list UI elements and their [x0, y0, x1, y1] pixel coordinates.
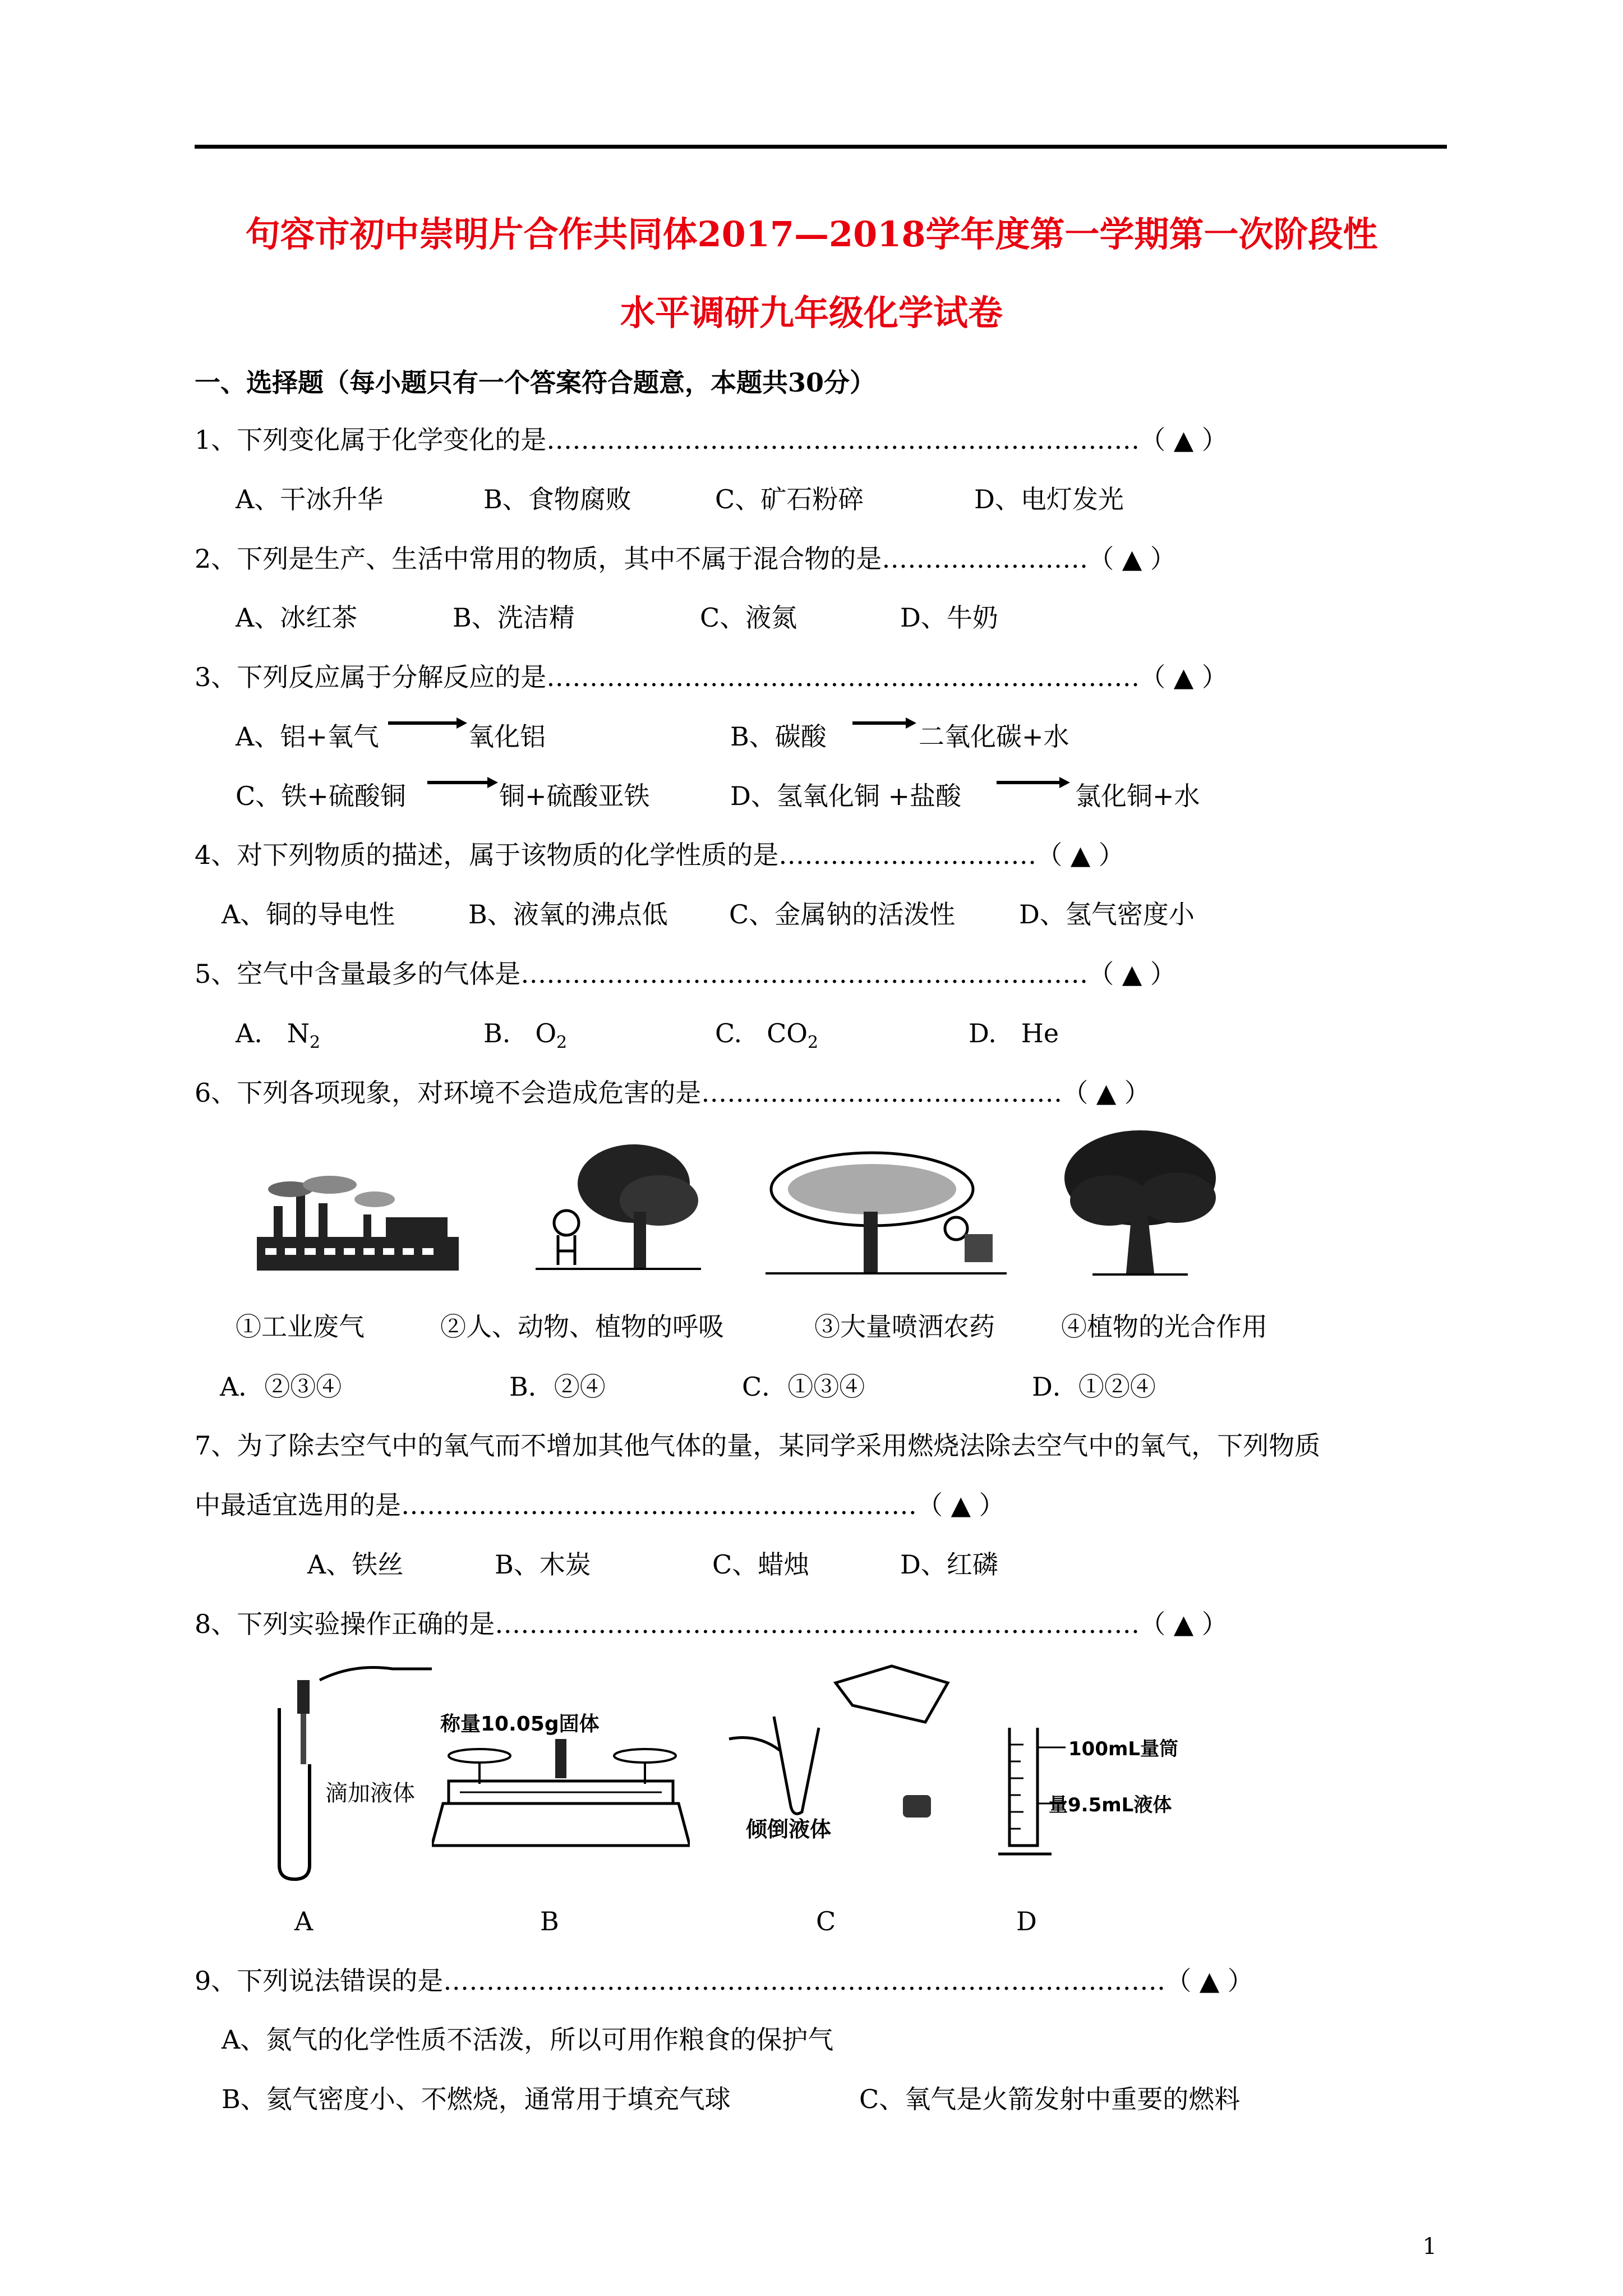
- q1-stem: 1、下列变化属于化学变化的是……………………………………………………………（ ▲ ）: [195, 425, 1228, 455]
- q8-option-c: C: [816, 1906, 836, 1936]
- q3-option-b-reactants: B、碳酸: [730, 721, 827, 752]
- q6-option-d: D．①②④: [1032, 1372, 1156, 1402]
- q7-option-d: D、红磷: [900, 1549, 998, 1580]
- q5-option-b-label: B.: [483, 1018, 511, 1048]
- q1-option-c: C、矿石粉碎: [715, 484, 864, 514]
- tree-photosynthesis-icon: [1059, 1128, 1221, 1279]
- q5-option-b-formula: O: [535, 1018, 557, 1048]
- q8-option-d: D: [1016, 1906, 1037, 1936]
- q4-stem: 4、对下列物质的描述，属于该物质的化学性质的是…………………………（ ▲ ）: [195, 840, 1124, 870]
- exam-title-line2: 水平调研九年级化学试卷: [620, 292, 1003, 333]
- q2-stem: 2、下列是生产、生活中常用的物质，其中不属于混合物的是……………………（ ▲ ）: [195, 544, 1176, 574]
- q1-option-b: B、食物腐败: [483, 484, 631, 514]
- q6-option-b: B．②④: [509, 1372, 606, 1402]
- q5-option-c-label: C.: [715, 1018, 743, 1048]
- figure-c-label: 倾倒液体: [746, 1817, 832, 1842]
- figure-b-label: 称量10.05g固体: [440, 1713, 600, 1736]
- q5-option-d-label: D.: [969, 1018, 997, 1048]
- q3-stem: 3、下列反应属于分解反应的是……………………………………………………………（ ▲ ）: [195, 662, 1228, 692]
- exam-title-line1: 句容市初中崇明片合作共同体2017—2018学年度第一学期第一次阶段性: [245, 214, 1378, 255]
- q6-caption-2: ②人、动物、植物的呼吸: [440, 1312, 724, 1342]
- q9-option-b: B、氦气密度小、不燃烧，通常用于填充气球: [222, 2084, 731, 2114]
- q3-option-b-product: 二氧化碳+水: [919, 721, 1069, 752]
- q3-option-a-product: 氧化铝: [468, 721, 546, 752]
- q6-stem: 6、下列各项现象，对环境不会造成危害的是……………………………………（ ▲ ）: [195, 1078, 1150, 1108]
- q5-option-a-formula: N: [287, 1018, 310, 1048]
- q5-option-a-subscript: 2: [309, 1033, 321, 1053]
- q4-option-c: C、金属钠的活泼性: [729, 899, 956, 930]
- q1-option-d: D、电灯发光: [974, 484, 1124, 514]
- q3-option-c-reactants: C、铁+硫酸铜: [236, 781, 406, 811]
- q5-option-c: [715, 1015, 818, 1061]
- reaction-arrow-icon: [387, 712, 468, 734]
- q6-caption-3: ③大量喷洒农药: [814, 1312, 995, 1342]
- figure-b-weighing-solid: [432, 1708, 690, 1860]
- header-rule: [195, 145, 1447, 149]
- page-number: 1: [1422, 2234, 1437, 2260]
- q2-option-b: B、洗洁精: [453, 602, 575, 633]
- q2-option-c: C、液氮: [700, 602, 797, 633]
- q5-option-b: [483, 1015, 567, 1061]
- q7-option-a: A、铁丝: [307, 1549, 404, 1580]
- q8-option-a: A: [294, 1906, 313, 1936]
- figure-a-dropping-liquid: [264, 1658, 454, 1882]
- q2-option-d: D、牛奶: [900, 602, 998, 633]
- figure-d-label-cylinder: 100mL量筒: [1068, 1738, 1179, 1760]
- q5-option-a: [236, 1015, 320, 1061]
- people-animals-plants-breathing-icon: [536, 1139, 701, 1276]
- pesticide-spraying-icon: [766, 1144, 1007, 1279]
- q2-option-a: A、冰红茶: [236, 602, 358, 633]
- q6-caption-1: ①工业废气: [236, 1312, 365, 1342]
- q9-stem: 9、下列说法错误的是…………………………………………………………………………（ ▲ ）: [195, 1966, 1253, 1996]
- q4-option-a: A、铜的导电性: [222, 899, 395, 930]
- q7-option-c: C、蜡烛: [712, 1549, 810, 1580]
- factory-icon: [251, 1172, 464, 1276]
- q8-stem: 8、下列实验操作正确的是…………………………………………………………………（ ▲ ）: [195, 1609, 1228, 1639]
- q4-option-d: D、氢气密度小: [1019, 899, 1195, 930]
- q6-caption-4: ④植物的光合作用: [1061, 1312, 1267, 1342]
- figure-c-pouring-liquid: [723, 1660, 959, 1851]
- figure-a-label: 滴加液体: [325, 1780, 415, 1806]
- q5-option-d-formula: He: [1021, 1018, 1059, 1048]
- section-heading: 一、选择题（每小题只有一个答案符合题意，本题共30分）: [195, 367, 876, 398]
- q6-option-a: A．②③④: [220, 1372, 342, 1402]
- figure-d-label-volume: 量9.5mL液体: [1049, 1794, 1172, 1816]
- q8-option-b: B: [540, 1906, 559, 1936]
- q1-option-a: A、干冰升华: [236, 484, 384, 514]
- q5-stem: 5、空气中含量最多的气体是…………………………………………………………（ ▲ ）: [195, 959, 1176, 989]
- q7-stem-line2: 中最适宜选用的是……………………………………………………（ ▲ ）: [195, 1490, 1005, 1520]
- q5-option-d: [969, 1015, 1059, 1051]
- dropper-test-tube-icon: [264, 1658, 454, 1882]
- q3-option-c-product: 铜+硫酸亚铁: [499, 781, 650, 811]
- q5-option-a-label: A.: [236, 1018, 262, 1048]
- reaction-arrow-icon: [426, 771, 499, 794]
- q7-option-b: B、木炭: [495, 1549, 591, 1580]
- q4-option-b: B、液氧的沸点低: [468, 899, 668, 930]
- reaction-arrow-icon: [995, 771, 1071, 794]
- pouring-bottle-icon: [723, 1660, 959, 1829]
- q7-stem-line1: 7、为了除去空气中的氧气而不增加其他气体的量，某同学采用燃烧法除去空气中的氧气，下列物质: [195, 1430, 1321, 1461]
- q9-option-a: A、氮气的化学性质不活泼，所以可用作粮食的保护气: [222, 2024, 834, 2055]
- balance-scale-icon: [432, 1733, 690, 1862]
- q5-option-c-subscript: 2: [807, 1033, 819, 1053]
- q5-option-b-subscript: 2: [556, 1033, 568, 1053]
- q3-option-d-reactants: D、氢氧化铜 +盐酸: [730, 781, 962, 811]
- q3-option-a-reactants: A、铝+氧气: [236, 721, 379, 752]
- q5-option-c-formula: CO: [767, 1018, 808, 1048]
- q9-option-c: C、氧气是火箭发射中重要的燃料: [859, 2084, 1241, 2114]
- reaction-arrow-icon: [851, 712, 917, 734]
- q3-option-d-product: 氯化铜+水: [1075, 781, 1200, 811]
- q6-option-c: C．①③④: [742, 1372, 865, 1402]
- figure-d-measuring-liquid: [998, 1722, 1234, 1862]
